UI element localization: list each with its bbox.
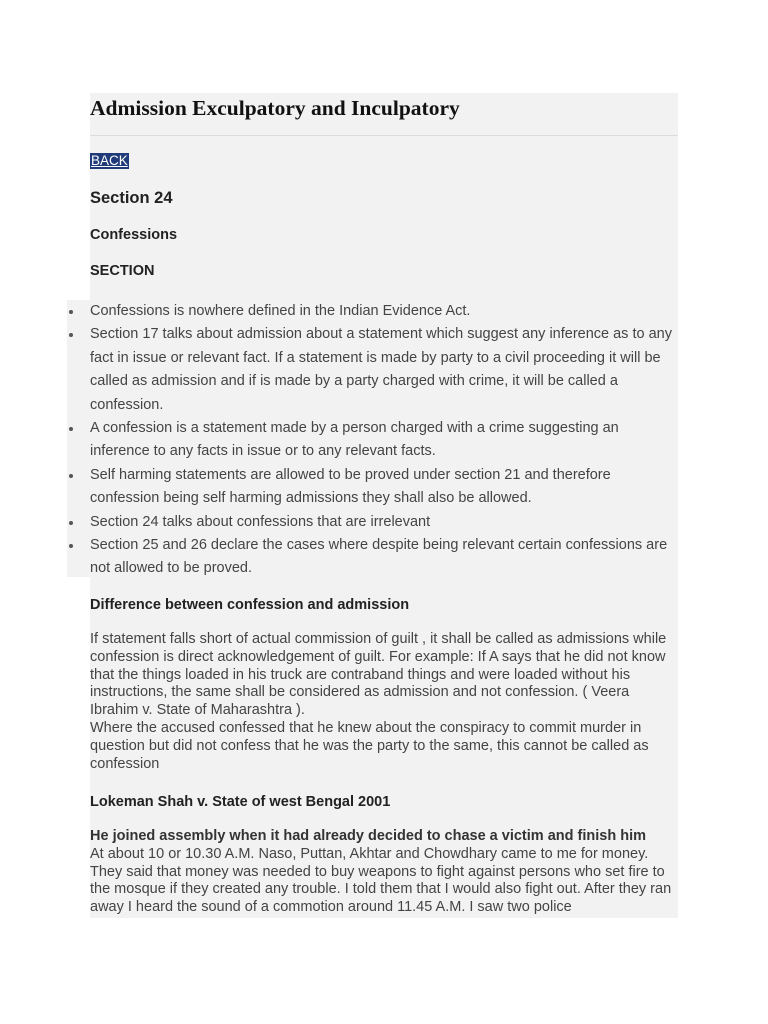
accused-text: Where the accused confessed that he knew about the conspiracy to commit murder in question but did not confess that he was the party to the same, this cannot be called as confession: [90, 719, 649, 772]
confession-bullet-list: [90, 300, 680, 581]
section-heading: Section 24: [90, 189, 173, 207]
section-subheading: SECTION: [90, 263, 155, 279]
case-heading: Lokeman Shah v. State of west Bengal 2001: [90, 794, 391, 810]
back-link[interactable]: BACK: [91, 153, 128, 168]
difference-paragraph: [90, 631, 680, 773]
list-item: Confessions is nowhere defined in the Indian Evidence Act.: [90, 300, 680, 323]
list-item: Section 24 talks about confessions that are irrelevant: [90, 511, 680, 534]
list-item: Self harming statements are allowed to be proved under section 21 and therefore confession being self harming admissions they shall also be allowed.: [90, 464, 680, 511]
confessions-heading: Confessions: [90, 227, 178, 243]
case-paragraph: [90, 828, 680, 917]
list-item: A confession is a statement made by a person charged with a crime suggesting an inference to any facts in issue or to any relevant facts.: [90, 417, 680, 464]
case-lead: He joined assembly when it had already decided to chase a victim and finish him: [90, 828, 646, 844]
list-item: Section 25 and 26 declare the cases where despite being relevant certain confessions are not allowed to be proved.: [90, 534, 680, 581]
case-text: At about 10 or 10.30 A.M. Naso, Puttan, Akhtar and Chowdhary came to me for money. They said that money was needed to buy weapons to fight against persons who set fire to the mosque if they created any trouble. I told them that I would also fight out. After they ran away I heard the sound of a commotion around 11.45 A.M. I saw two police: [90, 845, 672, 916]
title-divider: [90, 135, 678, 136]
difference-text: If statement falls short of actual commission of guilt , it shall be called as admissions while confession is direct acknowledgement of guilt. For example: If A says that he did not know that the things loaded in his truck are contraband things and were loaded without his instructions, the same shall be considered as admission and not confession. ( Veera Ibrahim v. State of Maharashtra ).: [90, 631, 667, 719]
difference-heading: Difference between confession and admission: [90, 597, 410, 613]
list-item: Section 17 talks about admission about a statement which suggest any inference as to any fact in issue or relevant fact. If a statement is made by party to a civil proceeding it will be called as admission and if is made by a party charged with crime, it will be called a confession.: [90, 323, 680, 417]
bullet-gutter: [67, 300, 90, 577]
page-title: Admission Exculpatory and Inculpatory: [90, 96, 460, 120]
